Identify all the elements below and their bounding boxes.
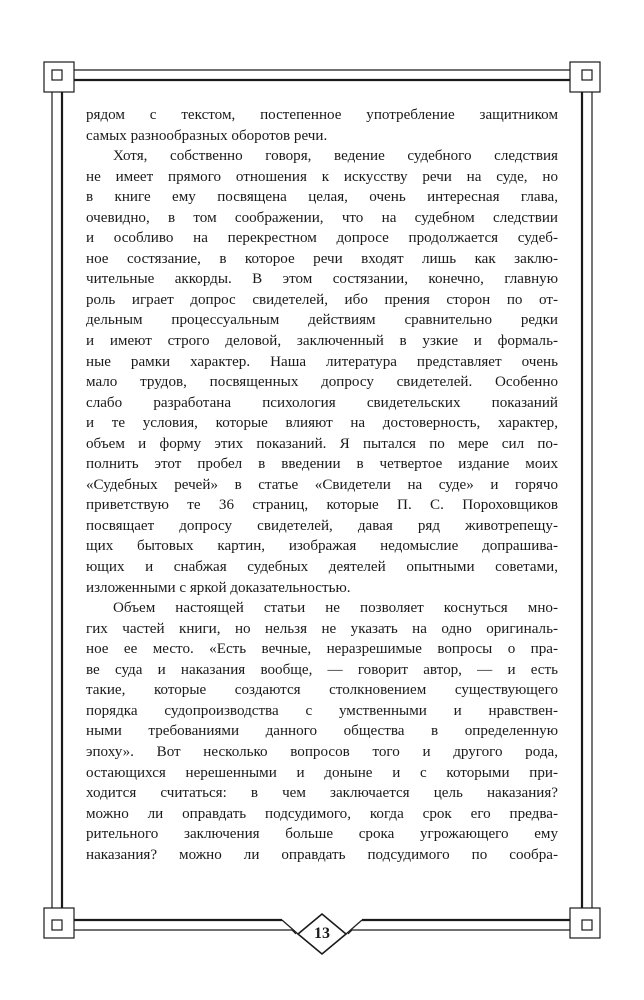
text-line: Объем настоящей статьи не позволяет коснуться мно-: [113, 600, 558, 617]
text-line: в книге ему посвящена целая, очень интересная глава,: [86, 189, 558, 206]
text-line: ное ее место. «Есть вечные, неразрешимые вопросы о пра-: [86, 641, 558, 658]
text-line: и особливо на перекрестном допросе продолжается судеб-: [86, 230, 558, 247]
text-line: ющих и снабжая судебных деятелей опытными советами,: [86, 559, 558, 576]
text-line: «Судебных речей» в статье «Свидетели на суде» и горячо: [86, 476, 558, 493]
text-line: ное состязание, в которое речи входят лишь как заклю-: [86, 250, 558, 267]
text-line: и имеют строго деловой, заключенный в узкие и формаль-: [86, 333, 558, 350]
corner-bottom-left: [44, 908, 74, 938]
body-text: [86, 105, 558, 865]
text-line: роль играет допрос свидетелей, ибо прения сторон по от-: [86, 291, 558, 308]
text-line: посвящает допросу свидетелей, давая ряд животрепещу-: [86, 517, 558, 534]
text-line: остающихся нерешенными и доныне и с которыми при-: [86, 764, 558, 781]
text-line: не имеет прямого отношения к искусству речи на суде, но: [86, 168, 558, 185]
text-line: самых разнообразных оборотов речи.: [86, 127, 328, 144]
text-line: рительного заключения больше срока угрожающего ему: [86, 826, 558, 843]
text-line: полнить этот пробел в введении в четвертое издание моих: [86, 456, 558, 473]
text-line: наказания? можно ли оправдать подсудимого по сообра-: [86, 846, 558, 863]
text-line: такие, которые создаются столкновением существующего: [86, 682, 558, 699]
text-line: гих частей книги, но нельзя не указать на одно оригиналь-: [86, 620, 558, 637]
corner-bottom-right: [570, 908, 600, 938]
text-line: изложенными с яркой доказательностью.: [86, 579, 351, 596]
text-line: щих бытовых картин, изображая недомыслие допрашива-: [86, 538, 558, 555]
text-line: Хотя, собственно говоря, ведение судебного следствия: [113, 148, 558, 165]
text-line: слабо разработана психология свидетельских показаний: [86, 394, 558, 411]
text-line: очевидно, в том соображении, что на судебном следствии: [86, 209, 558, 226]
text-line: ные рамки характер. Наша литература представляет очень: [86, 353, 558, 370]
text-line: и те условия, которые влияют на достоверность, характер,: [86, 415, 558, 432]
text-line: можно ли оправдать подсудимого, когда срок его предва-: [86, 805, 558, 822]
text-line: мало трудов, посвященных допросу свидетелей. Особенно: [86, 374, 558, 391]
text-line: приветствую те 36 страниц, которые П. С. Пороховщиков: [86, 497, 558, 514]
text-line: чительные аккорды. В этом состязании, конечно, главную: [86, 271, 558, 288]
corner-top-left: [44, 62, 74, 92]
text-line: дельным процессуальным действиям сравнительно редки: [86, 312, 558, 329]
text-line: эпоху». Вот несколько вопросов того и другого рода,: [86, 743, 558, 760]
text-line: рядом с текстом, постепенное употребление защитником: [86, 107, 558, 123]
text-line: ве суда и наказания вообще, — говорит автор, — и есть: [86, 661, 558, 678]
text-line: порядка судопроизводства с умственными и нравствен-: [86, 702, 558, 719]
text-line: объем и форму этих показаний. Я пытался по мере сил по-: [86, 435, 558, 452]
page-number: 13: [314, 925, 330, 942]
text-line: ходится считаться: в чем заключается цель наказания?: [86, 785, 558, 802]
text-line: ными требованиями данного общества в определенную: [86, 723, 558, 740]
corner-top-right: [570, 62, 600, 92]
